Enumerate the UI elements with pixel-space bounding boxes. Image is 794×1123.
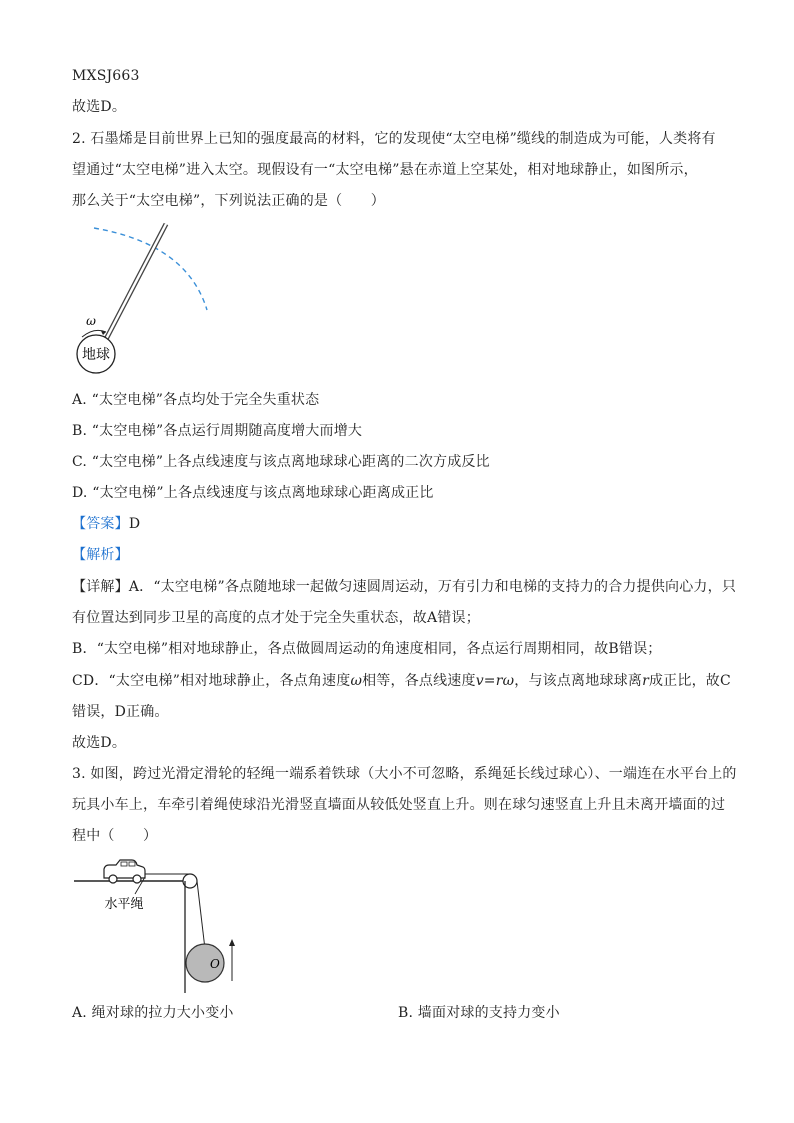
q2-option-c: C. “太空电梯”上各点线速度与该点离地球球心距离的二次方成反比 — [72, 454, 490, 470]
q2-stem-line-2: 望通过“太空电梯”进入太空。现假设有一“太空电梯”悬在赤道上空某处，相对地球静止，如图所示， — [72, 162, 698, 178]
detail-line-4 — [72, 672, 731, 690]
q3-stem-line-1: 3. 如图，跨过光滑定滑轮的轻绳一端系着铁球（大小不可忽略，系绳延长线过球心）、一端连在水平台上的 — [72, 766, 737, 782]
detail-line-5: 错误，D正确。 — [72, 704, 169, 720]
detail-line-1 — [72, 578, 736, 596]
earth-label: 地球 — [82, 347, 110, 363]
previous-conclusion: 故选D。 — [72, 99, 127, 115]
detail-line-2: 有位置达到同步卫星的高度的点才处于完全失重状态，故A错误； — [72, 610, 480, 626]
q3-stem-line-2: 玩具小车上，车牵引着绳使球沿光滑竖直墙面从较低处竖直上升。则在球匀速竖直上升且未离开墙面的过 — [72, 797, 726, 813]
q3-option-b: B. 墙面对球的支持力变小 — [398, 1005, 560, 1021]
answer-line — [72, 515, 140, 533]
detail-4-text-a: CD．“太空电梯”相对地球静止，各点角速度 — [72, 673, 351, 689]
detail-tag: 【详解】 — [72, 579, 129, 595]
q2-stem-line-1: 2. 石墨烯是目前世界上已知的强度最高的材料，它的发现使“太空电梯”缆线的制造成为可能，人类将有 — [72, 131, 716, 147]
synchronous-orbit-arc — [94, 228, 207, 310]
q2-stem-line-3: 那么关于“太空电梯”，下列说法正确的是（ ） — [72, 193, 385, 209]
detail-4-omega: ω — [350, 673, 363, 689]
detail-line-3: B．“太空电梯”相对地球静止，各点做圆周运动的角速度相同，各点运行周期相同，故B错误； — [72, 641, 662, 657]
detail-4-text-b: 相等，各点线速度 — [362, 673, 476, 689]
q3-stem-line-3: 程中（ ） — [72, 828, 158, 844]
answer-value: D — [128, 516, 141, 532]
detail-4-formula: v=rω — [475, 673, 515, 689]
pulley-figure — [72, 855, 247, 995]
q2-conclusion: 故选D。 — [72, 735, 127, 751]
detail-4-text-c: ，与该点离地球球离 — [514, 673, 643, 689]
analysis-tag: 【解析】 — [72, 547, 129, 563]
detail-text-1: A．“太空电梯”各点随地球一起做匀速圆周运动，万有引力和电梯的支持力的合力提供向心力，只 — [128, 579, 737, 595]
document-code: MXSJ663 — [72, 68, 140, 84]
toy-car-icon — [104, 860, 145, 883]
q2-option-a: A. “太空电梯”各点均处于完全失重状态 — [72, 392, 320, 408]
answer-tag: 【答案】 — [72, 516, 129, 532]
omega-label: ω — [86, 314, 96, 328]
q2-option-d: D. “太空电梯”上各点线速度与该点离地球球心距离成正比 — [72, 485, 434, 501]
q3-option-a: A. 绳对球的拉力大小变小 — [72, 1005, 234, 1021]
detail-4-r: r — [642, 673, 649, 689]
q2-option-b: B. “太空电梯”各点运行周期随高度增大而增大 — [72, 423, 363, 439]
ball-center-label: O — [210, 957, 220, 971]
detail-4-text-d: 成正比，故C — [648, 673, 731, 689]
rope-label: 水平绳 — [104, 897, 144, 912]
vertical-rope — [197, 881, 205, 949]
analysis-line — [72, 546, 129, 564]
space-elevator-figure — [72, 222, 222, 377]
